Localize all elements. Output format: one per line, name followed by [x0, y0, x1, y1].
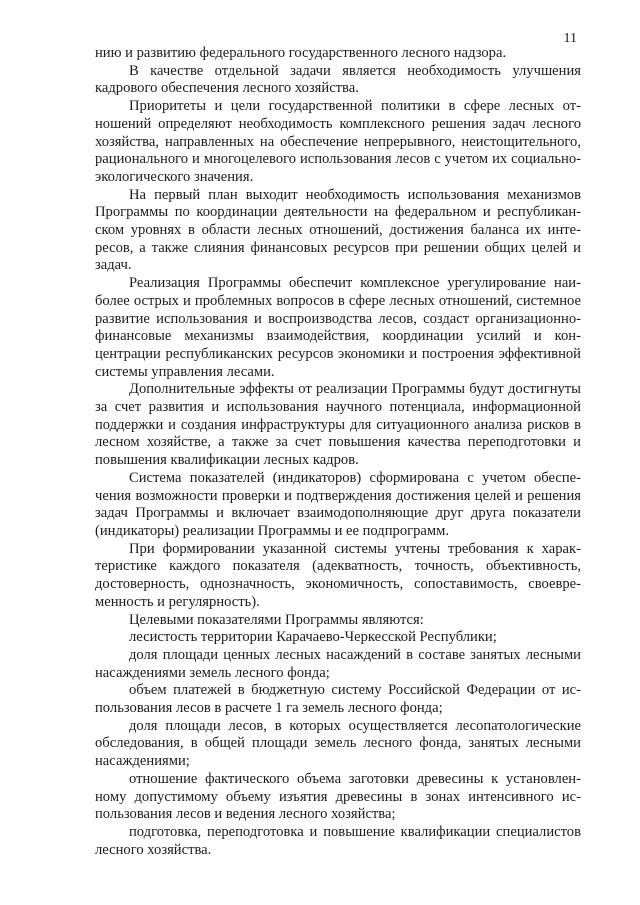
indicator-valuable-plantings-share: доля площади ценных лесных насаждений в составе занятых лесными насаждениями земель лесного фонда;: [95, 646, 581, 681]
paragraph-policy-priorities: Приоритеты и цели государственной политики в сфере лесных отношений определяют необходимость комплексного решения задач лесного хозяйства, направленных на обеспечение непрерывного, неистощительного, рационального и многоцелевого использования лесов с учетом их социально-экологического значения.: [95, 98, 581, 185]
indicator-forest-cover: лесистость территории Карачаево-Черкесской Республики;: [129, 629, 497, 646]
paragraph-staffing-task: В качестве отдельной задачи является необходимость улучшения кадрового обеспечения лесного хозяйства.: [95, 62, 581, 97]
indicator-budget-payments: объем платежей в бюджетную систему Российской Федерации от использования лесов в расчете 1 га земель лесного фонда;: [95, 682, 581, 717]
page-number: 11: [563, 31, 577, 46]
paragraph-target-indicators-heading: Целевыми показателями Программы являются:: [129, 611, 424, 628]
paragraph-indicator-requirements: При формировании указанной системы учтены требования к характеристике каждого показателя (адекватность, точность, объективность, достоверность, однозначность, экономичность, сопоставимость, своевременность и регулярность).: [95, 540, 581, 610]
indicator-timber-harvest-ratio: отношение фактического объема заготовки древесины к установленному допустимому объему изъятия древесины в зонах интенсивного использования лесов и ведения лесного хозяйства;: [95, 770, 581, 823]
indicator-staff-training: подготовка, переподготовка и повышение квалификации специалистов лесного хозяйства.: [95, 823, 581, 858]
paragraph-program-implementation: Реализация Программы обеспечит комплексное урегулирование наиболее острых и проблемных вопросов в сфере лесных отношений, системное развитие использования и воспроизводства лесов, создаст организационно-финансовые механизмы взаимодействия, координации усилий и концентрации республиканских ресурсов экономики и построения эффективной системы управления лесами.: [95, 275, 581, 380]
paragraph-continuation: нию и развитию федерального государственного лесного надзора.: [95, 45, 507, 61]
body-text: [95, 45, 581, 859]
indicator-pathology-surveys-share: доля площади лесов, в которых осуществляется лесопатологические обследования, в общей площади земель лесного фонда, занятых лесными насаждениями;: [95, 717, 581, 770]
paragraph-additional-effects: Дополнительные эффекты от реализации Программы будут достигнуты за счет развития и использования научного потенциала, информационной поддержки и создания инфраструктуры для ситуационного анализа рисков в лесном хозяйстве, а также за счет повышения качества переподготовки и повышения квалификации лесных кадров.: [95, 381, 581, 469]
paragraph-coordination-mechanisms: На первый план выходит необходимость использования механизмов Программы по координации деятельности на федеральном и республиканском уровнях в области лесных отношений, достижения баланса их интересов, а также слияния финансовых ресурсов при решении общих целей и задач.: [95, 186, 581, 274]
paragraph-indicator-system: Система показателей (индикаторов) сформирована с учетом обеспечения возможности проверки и подтверждения достижения целей и решения задач Программы и включает взаимодополняющие друг друга показатели (индикаторы) реализации Программы и ее подпрограмм.: [95, 469, 581, 539]
